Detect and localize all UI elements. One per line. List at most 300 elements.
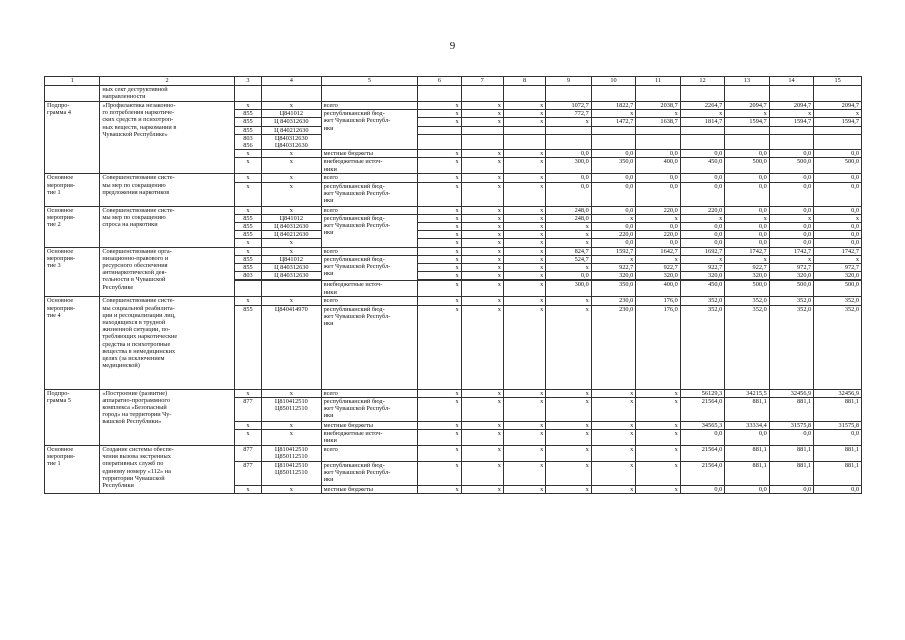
table-cell: 2264,7 [680, 102, 724, 110]
table-cell [591, 86, 635, 102]
table-cell: 803 856 [234, 134, 261, 149]
table-cell: х [261, 239, 321, 247]
table-cell: 0,0 [725, 182, 769, 206]
table-cell: х [546, 486, 592, 494]
table-cell: х [636, 255, 680, 263]
table-cell: х [503, 223, 545, 231]
table-cell: х [503, 397, 545, 421]
table-cell: Ц 840212630 [261, 126, 321, 134]
table-cell: 500,0 [814, 158, 862, 174]
table-cell: х [461, 110, 503, 118]
table-cell: х [546, 297, 592, 305]
table-cell: х [261, 150, 321, 158]
table-cell: 0,0 [546, 182, 592, 206]
table-cell: х [814, 255, 862, 263]
table-cell: х [680, 214, 724, 222]
table-cell: х [418, 430, 461, 446]
table-cell: 0,0 [814, 206, 862, 214]
table-cell: х [418, 150, 461, 158]
table-cell: х [503, 231, 545, 239]
table-cell: х [503, 182, 545, 206]
table-cell: х [461, 247, 503, 255]
table-cell: х [418, 182, 461, 206]
table-cell: х [503, 239, 545, 247]
table-cell: 352,0 [680, 305, 724, 389]
table-cell: 176,0 [636, 297, 680, 305]
table-cell: 0,0 [636, 239, 680, 247]
table-cell: 500,0 [769, 281, 813, 297]
page-number: 9 [449, 40, 456, 52]
table-row [45, 446, 862, 462]
table-cell: х [725, 255, 769, 263]
table-cell: х [234, 150, 261, 158]
table-cell: 0,0 [680, 150, 724, 158]
table-cell: Ц 840212630 [261, 231, 321, 239]
table-cell: х [418, 264, 461, 272]
table-row [45, 297, 862, 305]
table-cell: х [503, 214, 545, 222]
table-cell [814, 134, 862, 149]
table-cell: 220,0 [591, 231, 635, 239]
table-cell: 881,1 [725, 446, 769, 462]
table-cell: Ц841012 [261, 214, 321, 222]
table-cell: 400,0 [636, 281, 680, 297]
table-cell [261, 86, 321, 102]
table-cell: 0,0 [546, 150, 592, 158]
table-cell: 320,0 [814, 272, 862, 280]
table-cell: х [591, 389, 635, 397]
table-cell: 1814,7 [680, 118, 724, 126]
table-cell: 1594,7 [725, 118, 769, 126]
table-cell: х [503, 255, 545, 263]
col-header: 1 [45, 77, 100, 86]
table-cell: 0,0 [591, 182, 635, 206]
table-cell: х [503, 118, 545, 126]
table-cell: 877 [234, 446, 261, 462]
budget-table [44, 76, 862, 494]
table-cell: х [418, 397, 461, 421]
table-cell: 0,0 [636, 150, 680, 158]
table-cell: Подпро- грамма 4 [45, 102, 100, 174]
table-cell: 0,0 [725, 231, 769, 239]
table-cell: 972,7 [769, 264, 813, 272]
table-cell: Основное мероприя- тие 2 [45, 206, 100, 247]
table-cell: х [261, 102, 321, 110]
col-header: 4 [261, 77, 321, 86]
table-cell: х [636, 462, 680, 486]
table-cell [503, 126, 545, 134]
table-cell: 34565,3 [680, 421, 724, 429]
table-cell: х [546, 430, 592, 446]
table-cell: 0,0 [591, 206, 635, 214]
table-cell: х [503, 272, 545, 280]
table-cell: х [591, 446, 635, 462]
table-cell: 922,7 [591, 264, 635, 272]
table-cell: х [418, 255, 461, 263]
table-cell: х [591, 255, 635, 263]
table-cell [418, 134, 461, 149]
table-cell: Ц841012 [261, 110, 321, 118]
table-cell: х [503, 389, 545, 397]
col-header: 2 [100, 77, 235, 86]
table-cell: 220,0 [680, 206, 724, 214]
table-cell: х [546, 446, 592, 462]
table-cell: 2094,7 [769, 102, 813, 110]
table-cell: Совершенствование систе- мы мер по сокращению предложения наркотиков [100, 174, 235, 206]
table-cell: х [461, 297, 503, 305]
table-cell: 0,0 [725, 223, 769, 231]
table-cell [680, 126, 724, 134]
col-header: 10 [591, 77, 635, 86]
table-cell: х [261, 389, 321, 397]
table-cell [769, 86, 813, 102]
table-cell [725, 126, 769, 134]
table-cell: 881,1 [769, 397, 813, 421]
table-cell: 1642,7 [636, 247, 680, 255]
table-cell: 972,7 [814, 264, 862, 272]
table-row [45, 206, 862, 214]
table-cell: х [461, 305, 503, 389]
table-cell: Создание системы обеспе- чения вызова экстренных оперативных служб по единому номеру «112» на территории Чувашской Республики [100, 446, 235, 494]
table-cell [503, 134, 545, 149]
table-cell: х [418, 158, 461, 174]
table-cell: х [418, 389, 461, 397]
table-cell: 352,0 [769, 305, 813, 389]
table-cell [261, 281, 321, 297]
table-cell: 2038,7 [636, 102, 680, 110]
table-cell: х [418, 421, 461, 429]
table-cell: х [261, 174, 321, 182]
table-cell: х [461, 206, 503, 214]
table-cell: 21564,0 [680, 462, 724, 486]
table-cell: 877 [234, 397, 261, 421]
table-cell: х [234, 389, 261, 397]
table-cell: 0,0 [814, 223, 862, 231]
table-cell: х [546, 305, 592, 389]
table-cell: х [591, 214, 635, 222]
table-cell: местные бюджеты [321, 486, 418, 494]
table-cell: х [418, 305, 461, 389]
table-cell: х [680, 255, 724, 263]
table-cell: 300,0 [546, 158, 592, 174]
table-cell: 400,0 [636, 158, 680, 174]
table-cell: всего [321, 206, 418, 214]
table-cell: 881,1 [769, 462, 813, 486]
table-cell: х [461, 255, 503, 263]
table-cell [461, 86, 503, 102]
table-cell: х [418, 462, 461, 486]
table-cell: х [461, 389, 503, 397]
table-cell: х [546, 397, 592, 421]
table-cell: х [503, 110, 545, 118]
table-cell: х [636, 389, 680, 397]
table-cell: х [234, 182, 261, 206]
table-cell: 31575,8 [769, 421, 813, 429]
table-cell: Ц 840312630 [261, 118, 321, 126]
table-cell: 32456,9 [769, 389, 813, 397]
table-cell: х [461, 421, 503, 429]
table-cell: х [461, 486, 503, 494]
col-header: 8 [503, 77, 545, 86]
table-cell: 450,0 [680, 158, 724, 174]
table-cell: 0,0 [636, 174, 680, 182]
table-cell: 56129,3 [680, 389, 724, 397]
table-cell: 855 [234, 110, 261, 118]
table-cell: 0,0 [769, 223, 813, 231]
table-cell: х [769, 214, 813, 222]
table-cell: х [234, 486, 261, 494]
table-cell: х [503, 264, 545, 272]
table-cell: х [418, 102, 461, 110]
table-cell: 0,0 [769, 150, 813, 158]
table-cell: внебюджетные источ- ники [321, 158, 418, 174]
table-cell: х [261, 297, 321, 305]
table-cell [546, 86, 592, 102]
table-cell: х [636, 430, 680, 446]
table-cell: республиканский бюд- жет Чувашской Республ- ики [321, 214, 418, 247]
table-cell: 1594,7 [769, 118, 813, 126]
table-cell: 0,0 [546, 272, 592, 280]
table-cell: х [461, 462, 503, 486]
table-cell: 21564,0 [680, 446, 724, 462]
table-row [45, 174, 862, 182]
table-cell: х [418, 486, 461, 494]
table-cell: республиканский бюд- жет Чувашской Республ- ики [321, 110, 418, 150]
table-cell: 0,0 [680, 239, 724, 247]
table-cell: х [546, 118, 592, 126]
table-cell: 0,0 [546, 174, 592, 182]
table-cell: всего [321, 389, 418, 397]
table-cell: 230,0 [591, 297, 635, 305]
table-cell: х [418, 110, 461, 118]
table-cell [234, 86, 261, 102]
table-cell: х [591, 110, 635, 118]
table-cell: х [461, 430, 503, 446]
table-cell: х [503, 446, 545, 462]
table-cell: всего [321, 297, 418, 305]
table-cell: 881,1 [725, 397, 769, 421]
table-cell [591, 126, 635, 134]
table-cell: х [461, 158, 503, 174]
table-cell [680, 86, 724, 102]
table-cell: местные бюджеты [321, 421, 418, 429]
table-cell: х [461, 397, 503, 421]
table-cell: 855 [234, 126, 261, 134]
table-cell: х [234, 158, 261, 174]
table-cell: х [769, 255, 813, 263]
table-cell: республиканский бюд- жет Чувашской Республ- ики [321, 397, 418, 421]
table-cell: Ц 840312630 [261, 264, 321, 272]
table-cell: х [725, 214, 769, 222]
table-cell: 0,0 [725, 206, 769, 214]
table-cell: 1742,7 [769, 247, 813, 255]
table-cell: 21564,0 [680, 397, 724, 421]
col-header: 6 [418, 77, 461, 86]
table-cell: Ц810412510 Ц850112510 [261, 462, 321, 486]
table-cell: 1472,7 [591, 118, 635, 126]
table-cell: х [234, 206, 261, 214]
table-cell: 500,0 [725, 158, 769, 174]
table-cell: 855 [234, 255, 261, 263]
table-cell: 0,0 [769, 182, 813, 206]
col-header: 5 [321, 77, 418, 86]
table-cell: х [261, 486, 321, 494]
table-cell: х [503, 281, 545, 297]
table-cell: 248,0 [546, 214, 592, 222]
table-cell: 176,0 [636, 305, 680, 389]
table-cell: 0,0 [591, 223, 635, 231]
table-cell: 31575,8 [814, 421, 862, 429]
table-cell: х [418, 214, 461, 222]
table-cell: Совершенствование систе- мы социальной реабилита- ции и ресоциализации лиц, находящихся в трудной жизненной ситуации, по- требляющих наркотические средства и психотропные вещества в немедицинских целях (за исключением медицинской) [100, 297, 235, 389]
table-cell: 33334,4 [725, 421, 769, 429]
table-row [45, 389, 862, 397]
table-cell: 0,0 [680, 430, 724, 446]
table-cell: республиканский бюд- жет Чувашской Республ- ики [321, 255, 418, 281]
header-row [45, 77, 862, 86]
table-cell: 0,0 [680, 182, 724, 206]
table-cell: 352,0 [725, 297, 769, 305]
table-cell: 0,0 [769, 430, 813, 446]
table-cell: х [461, 102, 503, 110]
table-cell: 248,0 [546, 206, 592, 214]
table-cell: Ц 840312630 [261, 272, 321, 280]
table-cell: Подпро- грамма 5 [45, 389, 100, 445]
table-cell: 0,0 [636, 182, 680, 206]
table-cell: х [418, 272, 461, 280]
table-cell: республиканский бюд- жет Чувашской Республ- ики [321, 182, 418, 206]
table-cell: х [261, 182, 321, 206]
table-cell: 220,0 [636, 206, 680, 214]
table-cell: х [461, 264, 503, 272]
table-cell [418, 86, 461, 102]
table-cell: 0,0 [725, 174, 769, 182]
table-cell: Ц810412510 Ц850112510 [261, 446, 321, 462]
table-cell: х [503, 102, 545, 110]
table-cell: 1594,7 [814, 118, 862, 126]
table-cell: 1742,7 [814, 247, 862, 255]
table-cell: 2094,7 [814, 102, 862, 110]
table-cell: х [636, 421, 680, 429]
table-cell: 855 [234, 231, 261, 239]
table-cell [546, 126, 592, 134]
table-cell: х [636, 446, 680, 462]
table-cell: 352,0 [725, 305, 769, 389]
table-cell: х [261, 247, 321, 255]
table-cell: 352,0 [769, 297, 813, 305]
table-cell: 881,1 [814, 446, 862, 462]
table-cell: х [814, 214, 862, 222]
col-header: 3 [234, 77, 261, 86]
table-cell: 320,0 [680, 272, 724, 280]
table-cell: республиканский бюд- жет Чувашской Республ- ики [321, 305, 418, 389]
table-cell: 1822,7 [591, 102, 635, 110]
table-cell [45, 86, 100, 102]
table-cell: х [418, 247, 461, 255]
table-cell: х [503, 158, 545, 174]
table-cell: х [418, 223, 461, 231]
table-cell: 922,7 [680, 264, 724, 272]
table-cell: Основное мероприя- тие 1 [45, 174, 100, 206]
col-header: 14 [769, 77, 813, 86]
table-cell: 34215,5 [725, 389, 769, 397]
table-body [45, 77, 862, 494]
table-cell: внебюджетные источ- ники [321, 430, 418, 446]
table-cell: республиканский бюд- жет Чувашской Республ- ики [321, 462, 418, 486]
table-cell: 220,0 [636, 231, 680, 239]
table-cell: всего [321, 102, 418, 110]
table-cell [546, 134, 592, 149]
table-row [45, 102, 862, 110]
table-cell: х [461, 223, 503, 231]
col-header: 12 [680, 77, 724, 86]
table-cell: х [418, 118, 461, 126]
table-cell: х [234, 297, 261, 305]
table-cell: 1072,7 [546, 102, 592, 110]
table-cell: 0,0 [769, 174, 813, 182]
table-cell [503, 86, 545, 102]
table-cell: х [591, 397, 635, 421]
table-cell: х [234, 239, 261, 247]
table-cell: х [234, 421, 261, 429]
table-cell [680, 134, 724, 149]
table-cell: 0,0 [814, 486, 862, 494]
table-cell: 0,0 [725, 486, 769, 494]
col-header: 7 [461, 77, 503, 86]
table-cell: 0,0 [814, 182, 862, 206]
table-cell [769, 134, 813, 149]
table-cell: 881,1 [769, 446, 813, 462]
table-cell: х [503, 305, 545, 389]
table-cell: 0,0 [814, 239, 862, 247]
table-cell: 0,0 [680, 486, 724, 494]
table-cell [636, 126, 680, 134]
table-cell: 2094,7 [725, 102, 769, 110]
table-cell: х [591, 430, 635, 446]
table-cell: х [503, 421, 545, 429]
table-cell: х [814, 110, 862, 118]
table-cell: 350,0 [591, 281, 635, 297]
table-cell: Основное мероприя- тие 4 [45, 297, 100, 389]
table-cell: х [546, 264, 592, 272]
table-cell: внебюджетные источ- ники [321, 281, 418, 297]
table-cell: х [418, 174, 461, 182]
table-cell: х [261, 421, 321, 429]
table-cell: всего [321, 446, 418, 462]
table-cell: 922,7 [636, 264, 680, 272]
table-cell: х [636, 110, 680, 118]
table-cell: 0,0 [680, 223, 724, 231]
table-row [45, 86, 862, 102]
table-cell [418, 126, 461, 134]
table-cell: 450,0 [680, 281, 724, 297]
table-cell: х [461, 446, 503, 462]
table-cell: х [725, 110, 769, 118]
table-cell: х [546, 421, 592, 429]
table-cell [769, 126, 813, 134]
table-cell: 877 [234, 462, 261, 486]
table-cell: 0,0 [725, 150, 769, 158]
table-cell: х [234, 430, 261, 446]
table-cell: х [503, 174, 545, 182]
table-cell: 881,1 [725, 462, 769, 486]
table-cell: 0,0 [591, 239, 635, 247]
col-header: 13 [725, 77, 769, 86]
table-cell: х [418, 239, 461, 247]
table-cell: 300,0 [546, 281, 592, 297]
table-cell [591, 134, 635, 149]
table-cell: х [546, 231, 592, 239]
